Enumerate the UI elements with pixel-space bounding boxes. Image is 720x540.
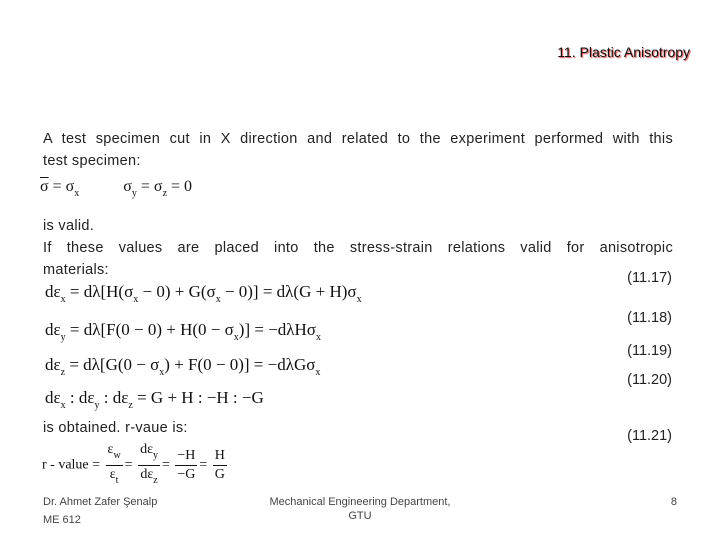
intro-line-1: A test specimen cut in X direction and related to the experiment performed with this (43, 131, 673, 147)
footer-university: GTU (348, 510, 372, 522)
obtained-text: is obtained. r-vaue is: (43, 420, 188, 436)
footer-department: Mechanical Engineering Department, (269, 496, 451, 508)
page-number: 8 (670, 496, 677, 508)
stress-condition-equation: $\overline{\sigma} = \sigma_x$ $\sigma_y = \sigma_z = 0$ (40, 178, 193, 199)
footer-author: Dr. Ahmet Zafer Şenalp (43, 496, 158, 508)
placed-line-1: If these values are placed into the stress-strain relations valid for anisotropic (43, 240, 673, 256)
equation-number-11-21: (11.21) (627, 428, 672, 444)
equation-number-11-17: (11.17) (627, 270, 672, 286)
intro-line-2: test specimen: (43, 153, 141, 169)
equation-number-11-18: (11.18) (627, 310, 672, 326)
equation-11-19: $d\varepsilon_z = d\lambda[G(0 - \sigma_x) + F(0 - 0)] = -d\lambda G\sigma_x$ (45, 355, 321, 378)
equation-number-11-19: (11.19) (627, 343, 672, 359)
equation-11-18: $d\varepsilon_y = d\lambda[F(0 - 0) + H(0 - \sigma_x)] = -d\lambda H\sigma_x$ (45, 320, 321, 343)
equation-11-20: $d\varepsilon_x$ : $d\varepsilon_y$ : $d\varepsilon_z = G + H$ : −H : −G (45, 388, 264, 411)
equation-number-11-20: (11.20) (627, 372, 672, 388)
footer-course: ME 612 (43, 514, 81, 526)
r-value-equation: r - value = $\frac{\varepsilon_w}{\varepsilon_t}$ = $\frac{d\varepsilon_y}{d\varepsilon_z}$ = $\frac{-H}{-G}$ = $\frac{H}{G}$ (42, 442, 225, 486)
placed-line-2: materials: (43, 262, 109, 278)
slide-title: 11. Plastic Anisotropy (557, 44, 690, 60)
is-valid-text: is valid. (43, 218, 95, 234)
equation-11-17: $d\varepsilon_x = d\lambda[H(\sigma_x - 0) + G(\sigma_x - 0)] = d\lambda(G + H)\sigma_x$ (45, 282, 362, 305)
